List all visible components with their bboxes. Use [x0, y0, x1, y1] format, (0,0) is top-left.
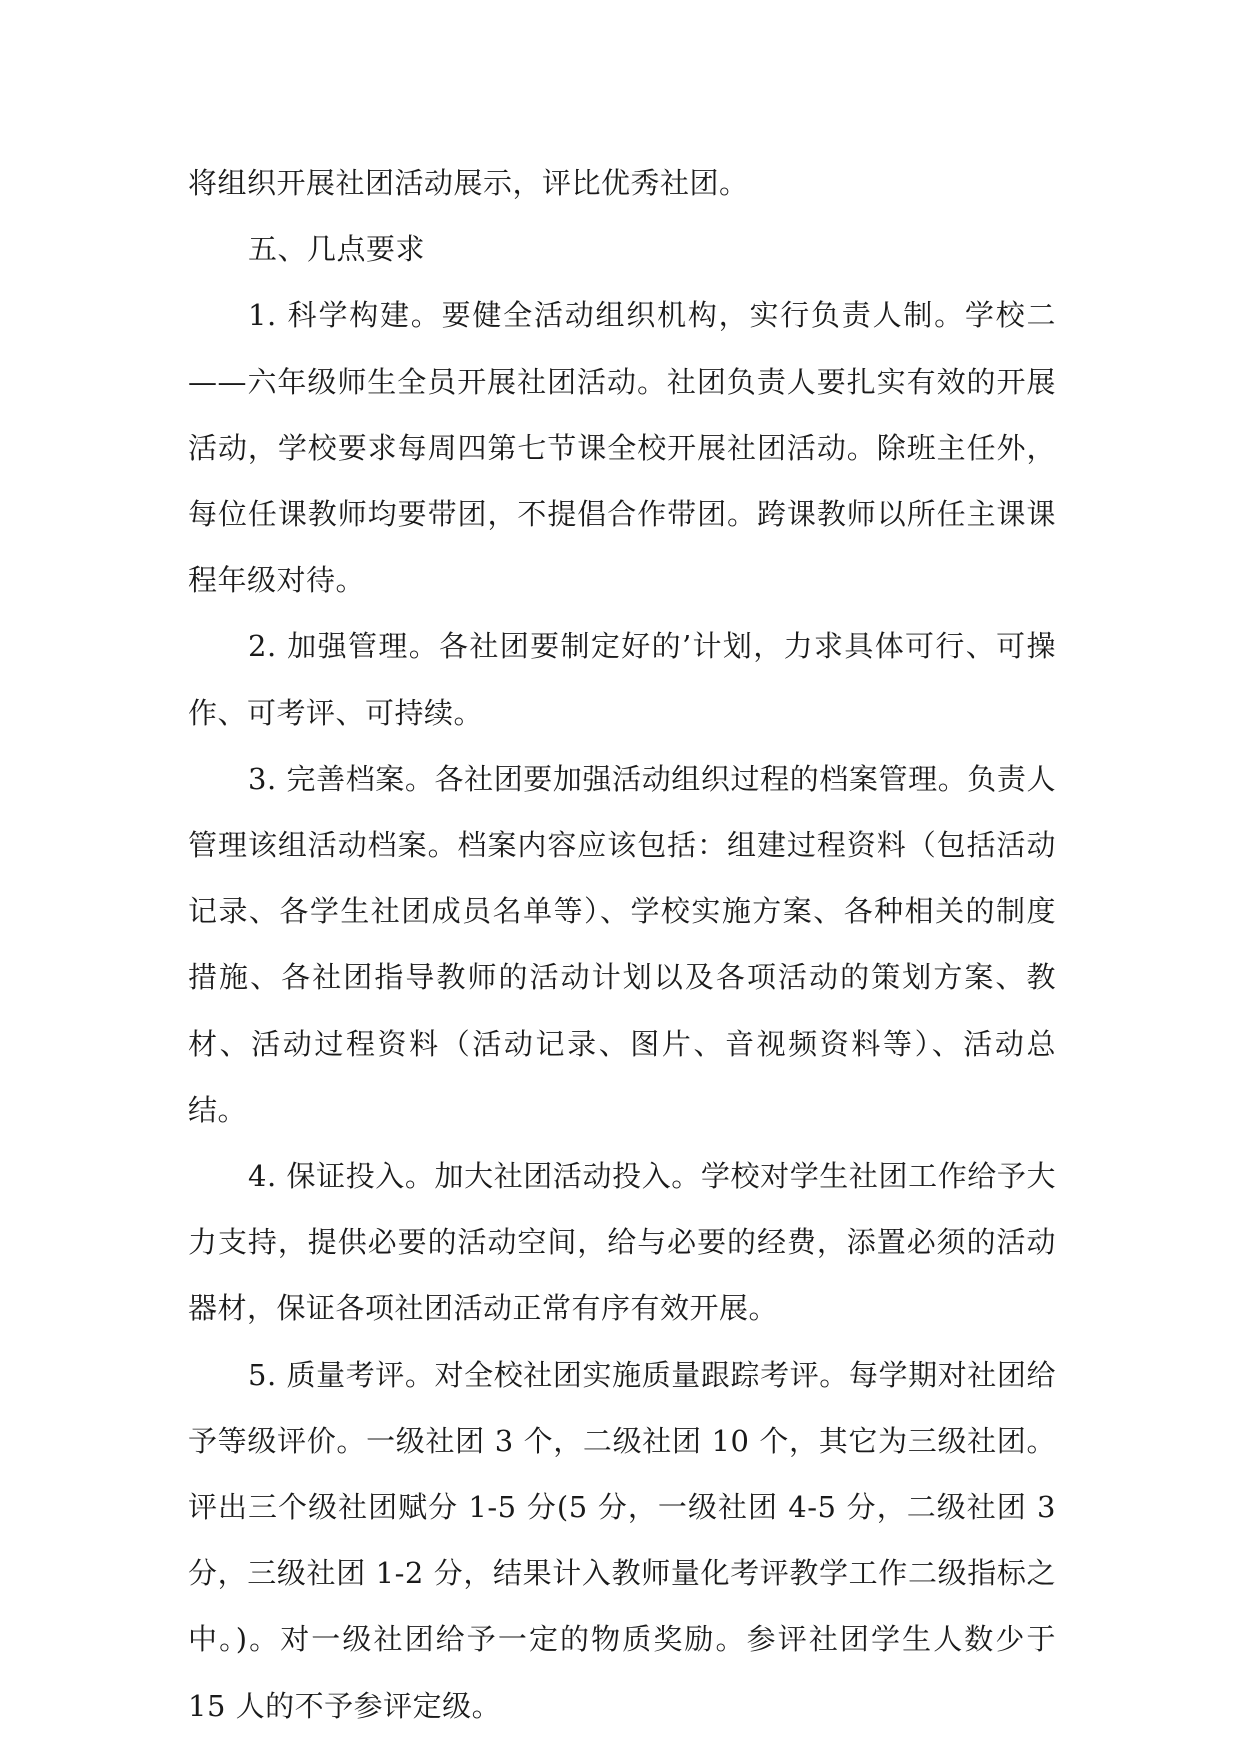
requirement-item-3: 3. 完善档案。各社团要加强活动组织过程的档案管理。负责人管理该组活动档案。档案内容应该包括：组建过程资料（包括活动记录、各学生社团成员名单等）、学校实施方案、各种相关的制度措施、各社团指导教师的活动计划以及各项活动的策划方案、教材、活动过程资料（活动记录、图片、音视频资料等）、活动总结。 [188, 761, 1056, 1127]
requirement-item-4: 4. 保证投入。加大社团活动投入。学校对学生社团工作给予大力支持，提供必要的活动空间，给与必要的经费，添置必须的活动器材，保证各项社团活动正常有序有效开展。 [188, 1159, 1056, 1326]
requirement-item-5: 5. 质量考评。对全校社团实施质量跟踪考评。每学期对社团给予等级评价。一级社团 3 个，二级社团 10 个，其它为三级社团。评出三个级社团赋分 1-5 分(5 分，一级社团 4-5 分，二级社团 3 分，三级社团 1-2 分，结果计入教师量化考评教学工作二级指标之中。)。对一级社团给予一定的物质奖励。参评社团学生人数少于 15 人的不予参评定级。 [188, 1357, 1056, 1723]
continued-paragraph: 将组织开展社团活动展示，评比优秀社团。 [188, 166, 749, 200]
requirement-item-2: 2. 加强管理。各社团要制定好的’计划，力求具体可行、可操作、可考评、可持续。 [188, 629, 1056, 730]
document-body [188, 150, 1056, 1739]
requirement-item-1: 1. 科学构建。要健全活动组织机构，实行负责人制。学校二——六年级师生全员开展社团活动。社团负责人要扎实有效的开展活动，学校要求每周四第七节课全校开展社团活动。除班主任外，每位任课教师均要带团，不提倡合作带团。跨课教师以所任主课课程年级对待。 [188, 298, 1056, 598]
section-heading: 五、几点要求 [248, 232, 426, 267]
